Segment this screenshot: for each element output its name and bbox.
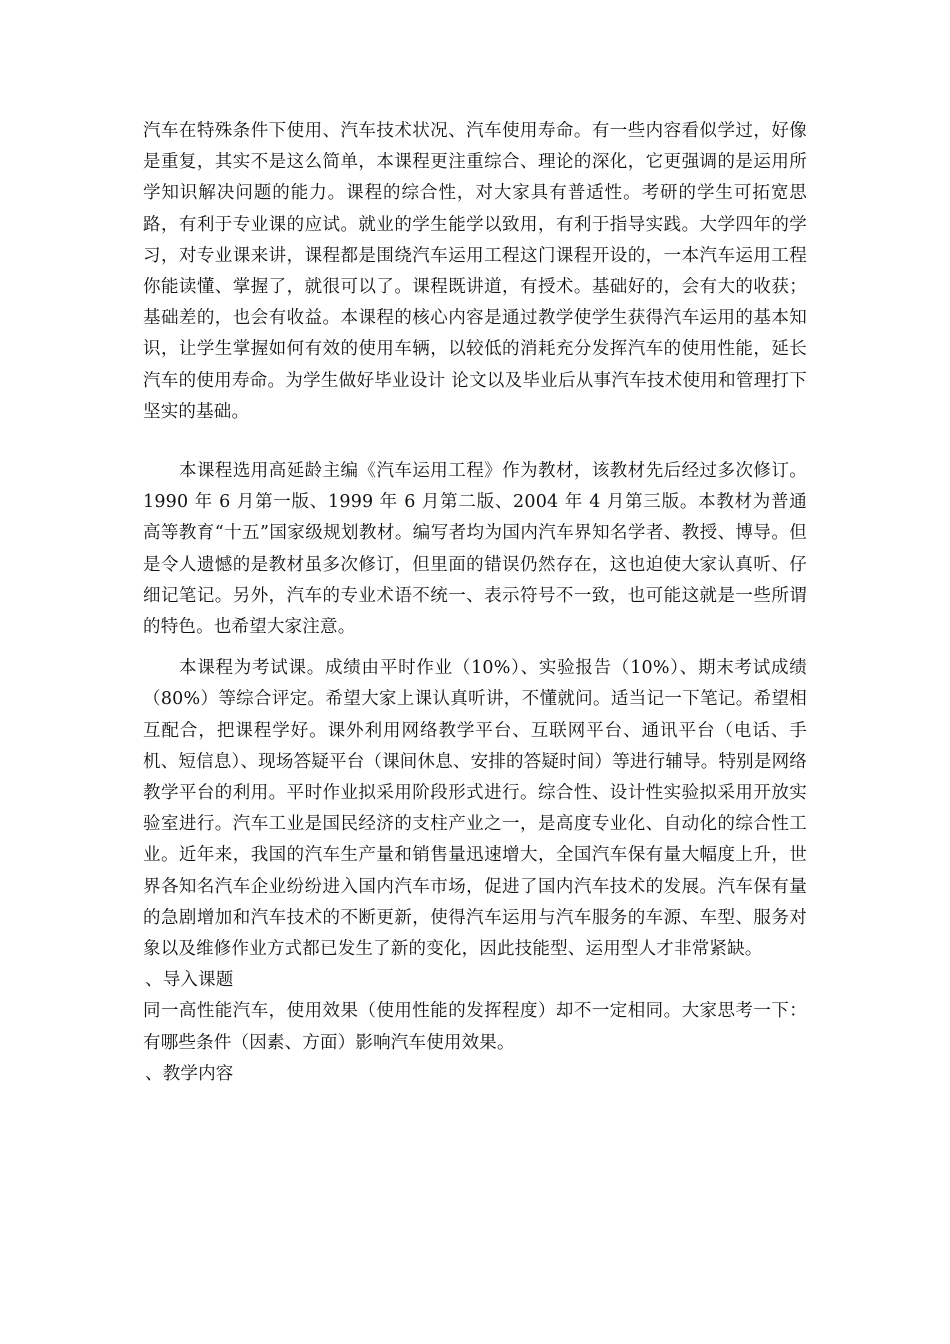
document-body	[143, 116, 807, 1090]
paragraph-course-purpose: 汽车在特殊条件下使用、汽车技术状况、汽车使用寿命。有一些内容看似学过，好像是重复，其实不是这么简单，本课程更注重综合、理论的深化，它更强调的是运用所学知识解决问题的能力。课程的综合性，对大家具有普适性。考研的学生可拓宽思路，有利于专业课的应试。就业的学生能学以致用，有利于指导实践。大学四年的学习，对专业课来讲，课程都是围绕汽车运用工程这门课程开设的，一本汽车运用工程你能读懂、掌握了，就很可以了。课程既讲道，有授术。基础好的，会有大的收获；基础差的，也会有收益。本课程的核心内容是通过教学使学生获得汽车运用的基本知识，让学生掌握如何有效的使用车辆，以较低的消耗充分发挥汽车的使用性能，延长汽车的使用寿命。为学生做好毕业设计 论文以及毕业后从事汽车技术使用和管理打下坚实的基础。	[143, 121, 807, 422]
paragraph-intro-question: 同一高性能汽车，使用效果（使用性能的发挥程度）却不一定相同。大家思考一下：有哪些条件（因素、方面）影响汽车使用效果。	[143, 1001, 807, 1053]
section-heading-intro: 、导入课题	[145, 970, 234, 991]
paragraph-assessment: 本课程为考试课。成绩由平时作业（10%）、实验报告（10%）、期末考试成绩（80%）等综合评定。希望大家上课认真听讲，不懂就问。适当记一下笔记。希望相互配合，把课程学好。课外利用网络教学平台、互联网平台、通讯平台（电话、手机、短信息）、现场答疑平台（课间休息、安排的答疑时间）等进行辅导。特别是网络教学平台的利用。平时作业拟采用阶段形式进行。综合性、设计性实验拟采用开放实验室进行。汽车工业是国民经济的支柱产业之一，是高度专业化、自动化的综合性工业。近年来，我国的汽车生产量和销售量迅速增大，全国汽车保有量大幅度上升，世界各知名汽车企业纷纷进入国内汽车市场，促进了国内汽车技术的发展。汽车保有量的急剧增加和汽车技术的不断更新，使得汽车运用与汽车服务的车源、车型、服务对象以及维修作业方式都已发生了新的变化，因此技能型、运用型人才非常紧缺。	[143, 658, 807, 960]
section-heading-content: 、教学内容	[145, 1063, 234, 1084]
paragraph-textbook: 本课程选用高延龄主编《汽车运用工程》作为教材，该教材先后经过多次修订。1990 年 6 月第一版、1999 年 6 月第二版、2004 年 4 月第三版。本教材为普通高等教育“十五”国家级规划教材。编写者均为国内汽车界知名学者、教授、博导。但是令人遗憾的是教材虽多次修订，但里面的错误仍然存在，这也迫使大家认真听、仔细记笔记。另外，汽车的专业术语不统一、表示符号不一致，也可能这就是一些所谓的特色。也希望大家注意。	[143, 461, 807, 638]
